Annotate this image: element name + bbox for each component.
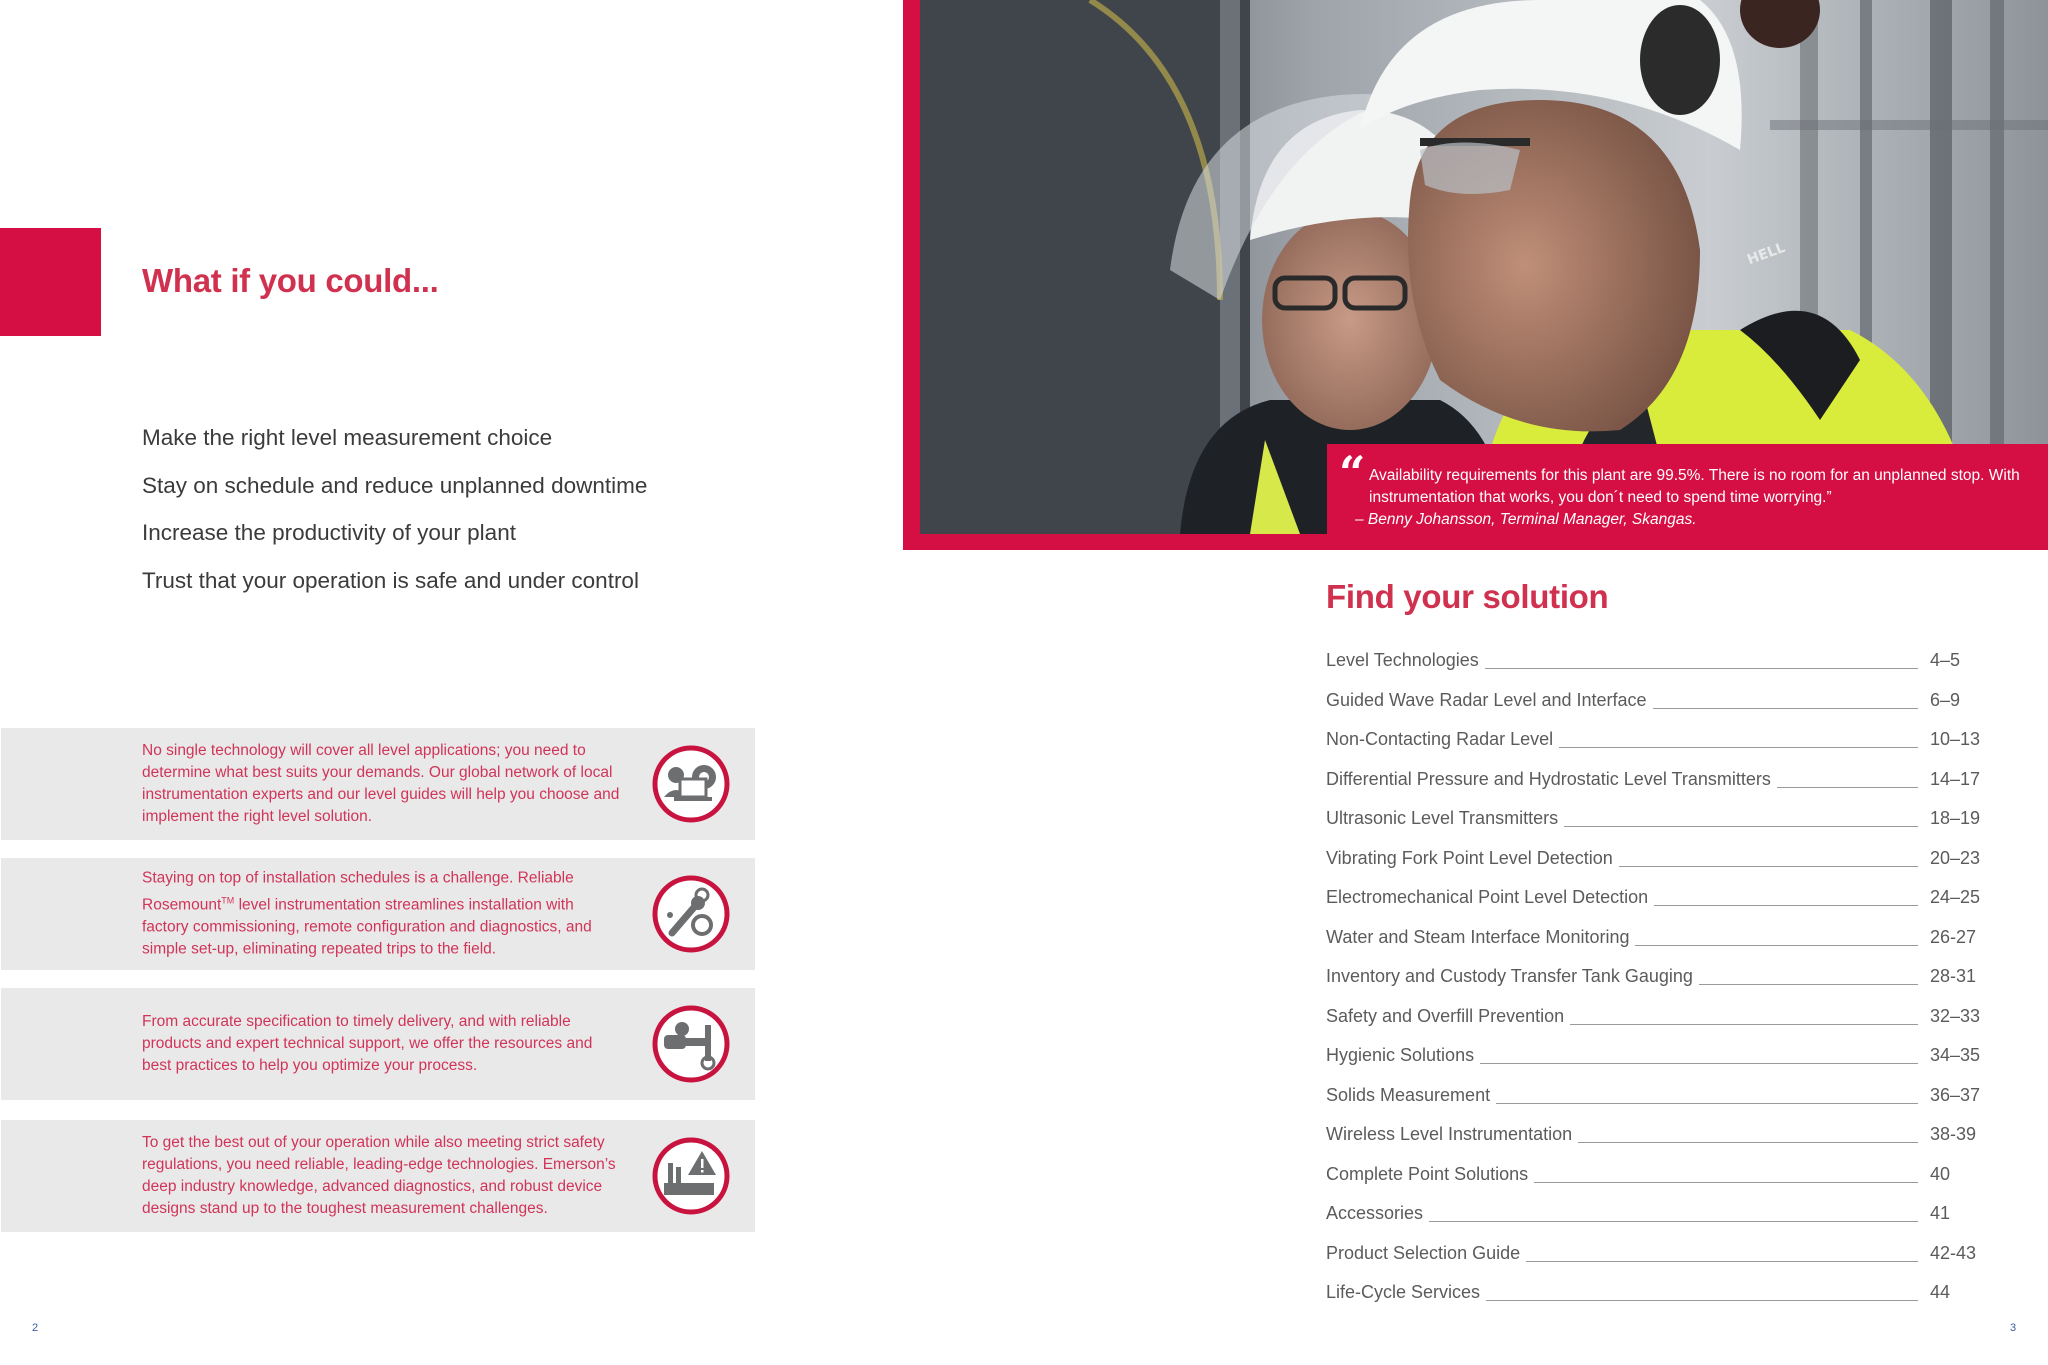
benefit-item: Increase the productivity of your plant	[142, 520, 516, 545]
toc-label: Non-Contacting Radar Level	[1326, 729, 1559, 750]
toc-row[interactable]	[1326, 1280, 1958, 1320]
toc-row[interactable]	[1326, 885, 1981, 925]
page-number-left: 2	[32, 1322, 39, 1334]
info-card-text: Staying on top of installation schedules is a challenge. Reliable Rosemount™ level instrumentation streamlines installation with factory commissioning, remote configuration and diagnostics, and simple set-up, eliminating repeated trips to the field.	[142, 869, 592, 958]
toc-label: Guided Wave Radar Level and Interface	[1326, 690, 1653, 711]
toc-row[interactable]	[1326, 688, 1961, 728]
toc-page-range: 28-31	[1926, 966, 1976, 987]
info-card-schedule	[1, 858, 755, 970]
toc-row[interactable]	[1326, 648, 1961, 688]
toc-row[interactable]	[1326, 806, 1981, 846]
toc-row[interactable]	[1326, 1162, 1958, 1202]
info-card-text: No single technology will cover all level applications; you need to determine what best suits your demands. Our global network of local instrumentation experts and our level guides will help you choose and implement the right level solution.	[142, 742, 620, 825]
toc-row[interactable]	[1326, 1004, 1981, 1044]
quote-author: – Benny Johansson, Terminal Manager, Skangas.	[1355, 511, 1697, 528]
factory-warning-icon	[652, 1137, 730, 1215]
toc-label: Product Selection Guide	[1326, 1243, 1526, 1264]
toc-label: Safety and Overfill Prevention	[1326, 1006, 1570, 1027]
testimonial-quote	[1327, 444, 2048, 550]
toc-page-range: 20–23	[1926, 848, 1980, 869]
toc-page-range: 36–37	[1926, 1085, 1980, 1106]
toc-row[interactable]	[1326, 846, 1981, 886]
toc-label: Inventory and Custody Transfer Tank Gauging	[1326, 966, 1699, 987]
benefit-item: Trust that your operation is safe and under control	[142, 567, 639, 593]
toc-row[interactable]	[1326, 727, 1981, 767]
info-card-safety	[1, 1120, 755, 1232]
toc-row[interactable]	[1326, 1241, 1977, 1281]
benefit-item: Make the right level measurement choice	[142, 425, 553, 450]
toc-label: Life-Cycle Services	[1326, 1282, 1486, 1303]
page-heading: What if you could...	[142, 262, 439, 299]
toc-label: Differential Pressure and Hydrostatic Level Transmitters	[1326, 769, 1777, 790]
page-number-right: 3	[2010, 1322, 2017, 1334]
toc-page-range: 6–9	[1926, 690, 1960, 711]
benefit-list	[142, 414, 647, 604]
toc-page-range: 44	[1926, 1282, 1950, 1303]
toc-row[interactable]	[1326, 1122, 1977, 1162]
toc-page-range: 4–5	[1926, 650, 1960, 671]
toc-page-range: 40	[1926, 1164, 1950, 1185]
quote-text: Availability requirements for this plant are 99.5%. There is no room for an unplanned stop. With instrumentation that works, you don´t need to spend time worrying.”	[1369, 467, 2020, 506]
helmet-brand-text: HELL	[1745, 239, 1788, 269]
toc-title: Find your solution	[1326, 578, 1609, 615]
toc-page-range: 10–13	[1926, 729, 1980, 750]
toc-row[interactable]	[1326, 964, 1977, 1004]
wrench-gear-icon	[652, 875, 730, 953]
toc-row[interactable]	[1326, 1201, 1958, 1241]
quote-mark-icon: “	[1339, 446, 1366, 500]
info-card-productivity	[1, 988, 755, 1100]
toc-page-range: 41	[1926, 1203, 1950, 1224]
info-card-text: From accurate specification to timely delivery, and with reliable products and expert technical support, we offer the resources and best practices to help you optimize your process.	[142, 1013, 593, 1074]
toc-label: Complete Point Solutions	[1326, 1164, 1534, 1185]
toc-label: Accessories	[1326, 1203, 1429, 1224]
toc-page-range: 18–19	[1926, 808, 1980, 829]
expert-gear-icon	[652, 745, 730, 823]
toc-label: Electromechanical Point Level Detection	[1326, 887, 1654, 908]
table-of-contents	[1326, 648, 1981, 1320]
toc-label: Solids Measurement	[1326, 1085, 1496, 1106]
info-card-text: To get the best out of your operation while also meeting strict safety regulations, you need reliable, leading-edge technologies. Emerson’s deep industry knowledge, advanced diagnostics, and robust device designs stand up to the toughest measurement challenges.	[142, 1134, 616, 1217]
toc-label: Level Technologies	[1326, 650, 1485, 671]
info-card-choice	[1, 728, 755, 840]
valve-instrument-icon	[652, 1005, 730, 1083]
toc-page-range: 26-27	[1926, 927, 1976, 948]
toc-label: Vibrating Fork Point Level Detection	[1326, 848, 1619, 869]
red-accent-block	[0, 228, 101, 336]
toc-label: Hygienic Solutions	[1326, 1045, 1480, 1066]
toc-label: Wireless Level Instrumentation	[1326, 1124, 1578, 1145]
toc-page-range: 38-39	[1926, 1124, 1976, 1145]
toc-page-range: 14–17	[1926, 769, 1980, 790]
toc-row[interactable]	[1326, 1043, 1981, 1083]
toc-page-range: 32–33	[1926, 1006, 1980, 1027]
toc-row[interactable]	[1326, 1083, 1981, 1123]
toc-page-range: 24–25	[1926, 887, 1980, 908]
toc-row[interactable]	[1326, 767, 1981, 807]
toc-page-range: 42-43	[1926, 1243, 1976, 1264]
toc-row[interactable]	[1326, 925, 1977, 965]
toc-label: Water and Steam Interface Monitoring	[1326, 927, 1635, 948]
toc-label: Ultrasonic Level Transmitters	[1326, 808, 1564, 829]
toc-page-range: 34–35	[1926, 1045, 1980, 1066]
benefit-item: Stay on schedule and reduce unplanned downtime	[142, 472, 648, 498]
